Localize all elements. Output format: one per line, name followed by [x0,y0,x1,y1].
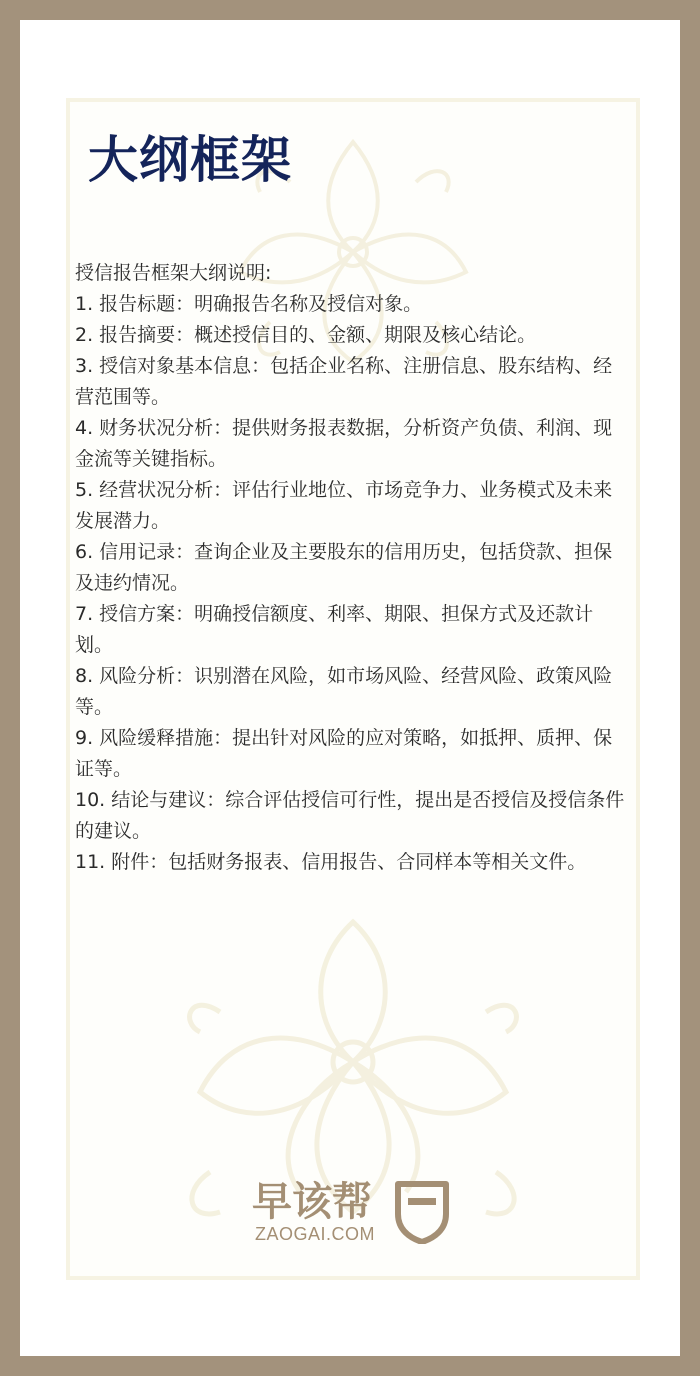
shield-logo-icon [394,1180,450,1244]
item-text: 风险分析：识别潜在风险，如市场风险、经营风险、政策风险等。 [75,665,613,718]
outline-item [75,661,627,723]
item-text: 结论与建议：综合评估授信可行性，提出是否授信及授信条件的建议。 [75,789,625,842]
item-number: 8. [75,665,94,687]
item-number: 1. [75,293,94,315]
outline-item [75,723,627,785]
item-number: 10. [75,789,106,811]
item-number: 7. [75,603,94,625]
outline-item [75,351,627,413]
outline-item [75,413,627,475]
item-number: 9. [75,727,94,749]
outline-item [75,785,627,847]
item-text: 财务状况分析：提供财务报表数据，分析资产负债、利润、现金流等关键指标。 [75,417,613,470]
item-number: 6. [75,541,94,563]
item-number: 11. [75,851,106,873]
brand-name: 早该帮 [252,1179,372,1225]
outline-item [75,537,627,599]
page-title: 大纲框架 [88,131,292,189]
outline-item [75,289,627,320]
outline-intro: 授信报告框架大纲说明: [75,262,272,284]
item-text: 风险缓释措施：提出针对风险的应对策略，如抵押、质押、保证等。 [75,727,613,780]
brand-url: ZAOGAI.COM [255,1224,376,1244]
item-text: 授信对象基本信息：包括企业名称、注册信息、股东结构、经营范围等。 [75,355,613,408]
outline-item [75,599,627,661]
item-text: 报告摘要：概述授信目的、金额、期限及核心结论。 [93,324,537,346]
item-number: 2. [75,324,94,346]
outline-body [75,258,627,878]
item-text: 授信方案：明确授信额度、利率、期限、担保方式及还款计划。 [75,603,594,656]
item-number: 3. [75,355,94,377]
item-text: 经营状况分析：评估行业地位、市场竞争力、业务模式及未来发展潜力。 [75,479,613,532]
item-text: 报告标题：明确报告名称及授信对象。 [93,293,423,315]
outline-item [75,320,627,351]
outline-item [75,475,627,537]
brand-logo [252,1178,452,1248]
item-number: 4. [75,417,94,439]
item-text: 信用记录：查询企业及主要股东的信用历史，包括贷款、担保及违约情况。 [75,541,613,594]
item-number: 5. [75,479,94,501]
outline-item [75,847,627,878]
item-text: 附件：包括财务报表、信用报告、合同样本等相关文件。 [105,851,587,873]
